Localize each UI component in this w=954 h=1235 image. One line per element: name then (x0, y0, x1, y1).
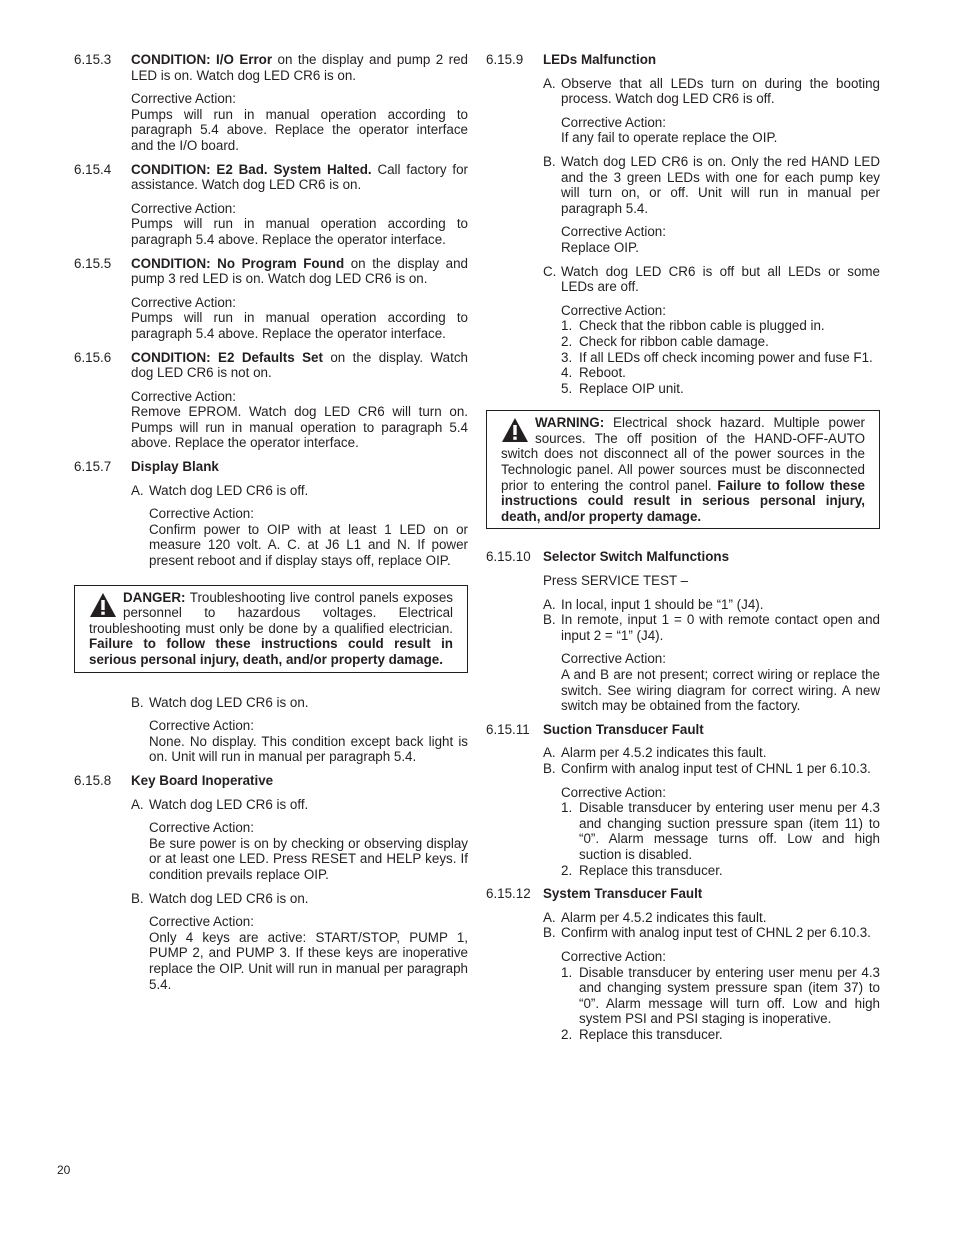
item-text: Confirm with analog input test of CHNL 1 per 6.10.3. (561, 760, 871, 776)
section-title: Suction Transducer Fault (543, 721, 704, 737)
section-number: 6.15.6 (74, 349, 112, 365)
item-label: A. (131, 796, 144, 812)
corrective-action-label: Corrective Action: (561, 224, 666, 240)
section-6-15-4 (74, 162, 468, 248)
corrective-action-label: Corrective Action: (561, 784, 666, 800)
danger-box (74, 585, 468, 673)
section-number: 6.15.10 (486, 549, 531, 565)
corrective-action-text: A and B are not present; correct wiring or replace the switch. See wiring diagram for correct wiring. A new switch may be obtained from the factory. (561, 667, 880, 714)
warning-box (486, 410, 880, 529)
list-item: 1. Disable transducer by entering user menu per 4.3 and changing system pressure span (item 37) to “0”. Alarm message will turn off. Low and high system PSI and PSI staging is inoperative. (561, 964, 880, 1027)
corrective-action-text: Pumps will run in manual operation according to paragraph 5.4 above. Replace the operator interface. (131, 216, 468, 247)
warning-text: Electrical shock hazard. Multiple power sources. The off position of the HAND-OFF-AUTO switch does not disconnect all of the power sources in the Technologic panel. All power sources must be disconnected prior to entering the control panel. (501, 415, 865, 493)
section-6-15-10 (486, 549, 880, 713)
item-text: In remote, input 1 = 0 with remote contact open and input 2 = “1” (J4). (561, 612, 880, 643)
condition-text: on the display and pump 3 red LED is on. Watch dog LED CR6 is on. (131, 255, 468, 287)
item-label: A. (543, 909, 556, 925)
section-6-15-11 (486, 722, 880, 878)
section-title: LEDs Malfunction (543, 52, 657, 67)
list-item: 2. Replace this transducer. (561, 862, 723, 878)
left-column (74, 52, 468, 1000)
corrective-action-text: Remove EPROM. Watch dog LED CR6 will turn on. Pumps will run in manual operation to paragraph 5.4 above. Replace the operator interface. (131, 404, 468, 451)
list-item: 3. If all LEDs off check incoming power and fuse F1. (561, 349, 873, 365)
item-text: Confirm with analog input test of CHNL 2 per 6.10.3. (561, 925, 871, 941)
corrective-action-label: Corrective Action: (131, 388, 236, 404)
list-item: 4. Reboot. (561, 365, 626, 381)
section-6-15-8 (74, 773, 468, 992)
condition-title: CONDITION: I/O Error (131, 52, 273, 67)
corrective-action-text: Be sure power is on by checking or observing display or at least one LED. Press RESET and HELP keys. If condition prevails replace OIP. (149, 835, 468, 882)
condition-title: CONDITION: E2 Bad. System Halted. (131, 161, 372, 177)
danger-icon (89, 592, 117, 618)
section-6-15-9 (486, 52, 880, 529)
section-6-15-5 (74, 256, 468, 342)
item-text: Watch dog LED CR6 is off but all LEDs or some LEDs are off. (561, 263, 880, 295)
item-text: Watch dog LED CR6 is off. (149, 796, 309, 812)
item-label: A. (543, 596, 556, 612)
corrective-action-text: Only 4 keys are active: START/STOP, PUMP 1, PUMP 2, and PUMP 3. If these keys are inoperative replace the OIP. Unit will run in manual per paragraph 5.4. (149, 929, 468, 992)
danger-text: Troubleshooting live control panels exposes personnel to hazardous voltages. Electrical troubleshooting must only be done by a qualified electrician. (89, 589, 453, 636)
item-label: B. (543, 925, 556, 941)
corrective-action-label: Corrective Action: (149, 506, 254, 522)
danger-label: DANGER: (123, 589, 186, 605)
section-title: Display Blank (131, 459, 219, 475)
corrective-action-text: None. No display. This condition except back light is on. Unit will run in manual per paragraph 5.4. (149, 733, 468, 765)
item-label: A. (543, 75, 556, 91)
corrective-action-text: Pumps will run in manual operation according to paragraph 5.4 above. Replace the operator interface. (131, 310, 468, 341)
item-text: Observe that all LEDs turn on during the booting process. Watch dog LED CR6 is off. (561, 75, 880, 107)
corrective-action-label: Corrective Action: (131, 91, 236, 107)
corrective-action-label: Corrective Action: (149, 914, 254, 930)
item-text: Watch dog LED CR6 is on. (149, 694, 309, 710)
corrective-action-text: Replace OIP. (561, 239, 639, 255)
section-title: Key Board Inoperative (131, 772, 274, 788)
corrective-action-label: Corrective Action: (131, 200, 236, 216)
corrective-action-label: Corrective Action: (149, 718, 254, 734)
item-text: Watch dog LED CR6 is on. (149, 890, 309, 906)
section-title: System Transducer Fault (543, 886, 703, 902)
corrective-action-text: If any fail to operate replace the OIP. (561, 130, 778, 146)
corrective-action-label: Corrective Action: (561, 114, 666, 130)
warning-bold-text: Failure to follow these instructions could result in serious personal injury, death, and/or property damage. (501, 477, 865, 524)
item-text: Watch dog LED CR6 is on. Only the red HAND LED and the 3 green LEDs with one for each pump key will turn on, or off. Unit will run in manual per paragraph 5.4. (561, 153, 880, 216)
item-label: B. (543, 153, 556, 169)
item-text: Watch dog LED CR6 is off. (149, 482, 309, 498)
section-title: Selector Switch Malfunctions (543, 549, 730, 565)
corrective-steps-list (561, 318, 880, 396)
warning-icon (501, 417, 529, 443)
warning-label: WARNING: (535, 415, 605, 431)
condition-text: Call factory for assistance. Watch dog LED CR6 is on. (131, 161, 468, 193)
corrective-action-label: Corrective Action: (561, 651, 666, 667)
condition-text: on the display. Watch dog LED CR6 is not on. (131, 349, 468, 381)
section-6-15-12 (486, 886, 880, 1042)
item-label: C. (543, 263, 557, 279)
corrective-action-label: Corrective Action: (561, 948, 666, 964)
corrective-action-label: Corrective Action: (561, 302, 666, 318)
list-item: 1. Check that the ribbon cable is plugged in. (561, 318, 825, 334)
corrective-action-label: Corrective Action: (131, 294, 236, 310)
corrective-action-text: Pumps will run in manual operation according to paragraph 5.4 above. Replace the operator interface and the I/O board. (131, 106, 468, 153)
item-label: B. (543, 612, 556, 628)
section-number: 6.15.5 (74, 255, 112, 271)
section-number: 6.15.8 (74, 772, 112, 788)
section-number: 6.15.7 (74, 459, 112, 475)
item-text: In local, input 1 should be “1” (J4). (561, 596, 764, 612)
danger-bold-text: Failure to follow these instructions could result in serious personal injury, death, and/or property damage. (89, 636, 453, 667)
section-number: 6.15.12 (486, 886, 531, 902)
corrective-action-text: Confirm power to OIP with at least 1 LED on or measure 120 volt. A. C. at J6 L1 and N. If power present reboot and if display stays off, replace OIP. (149, 521, 468, 569)
item-label: A. (543, 745, 556, 761)
corrective-steps-list (561, 800, 880, 878)
item-text: Alarm per 4.5.2 indicates this fault. (561, 909, 767, 925)
item-label: B. (131, 694, 144, 710)
section-number: 6.15.11 (486, 721, 530, 737)
section-6-15-7 (74, 459, 468, 765)
section-number: 6.15.9 (486, 52, 524, 67)
list-item: 1. Disable transducer by entering user menu per 4.3 and changing suction pressure span (item 11) to “0”. Alarm message turns off. Low and high suction is disabled. (561, 800, 880, 862)
section-6-15-6 (74, 350, 468, 452)
item-text: Alarm per 4.5.2 indicates this fault. (561, 745, 767, 761)
condition-title: CONDITION: E2 Defaults Set (131, 349, 323, 365)
condition-title: CONDITION: No Program Found (131, 255, 345, 271)
intro-text: Press SERVICE TEST – (543, 573, 689, 589)
list-item: 2. Replace this transducer. (561, 1026, 723, 1042)
item-label: B. (131, 890, 144, 906)
item-label: B. (543, 760, 556, 776)
section-number: 6.15.3 (74, 52, 112, 67)
section-number: 6.15.4 (74, 161, 112, 177)
right-column (486, 52, 880, 1050)
corrective-action-label: Corrective Action: (149, 820, 254, 836)
item-label: A. (131, 482, 144, 498)
page-number: 20 (57, 1163, 71, 1177)
list-item: 5. Replace OIP unit. (561, 380, 684, 396)
corrective-steps-list (561, 965, 880, 1043)
list-item: 2. Check for ribbon cable damage. (561, 333, 769, 349)
section-6-15-3 (74, 52, 468, 154)
condition-text: on the display and pump 2 red LED is on. Watch dog LED CR6 is on. (131, 52, 468, 83)
